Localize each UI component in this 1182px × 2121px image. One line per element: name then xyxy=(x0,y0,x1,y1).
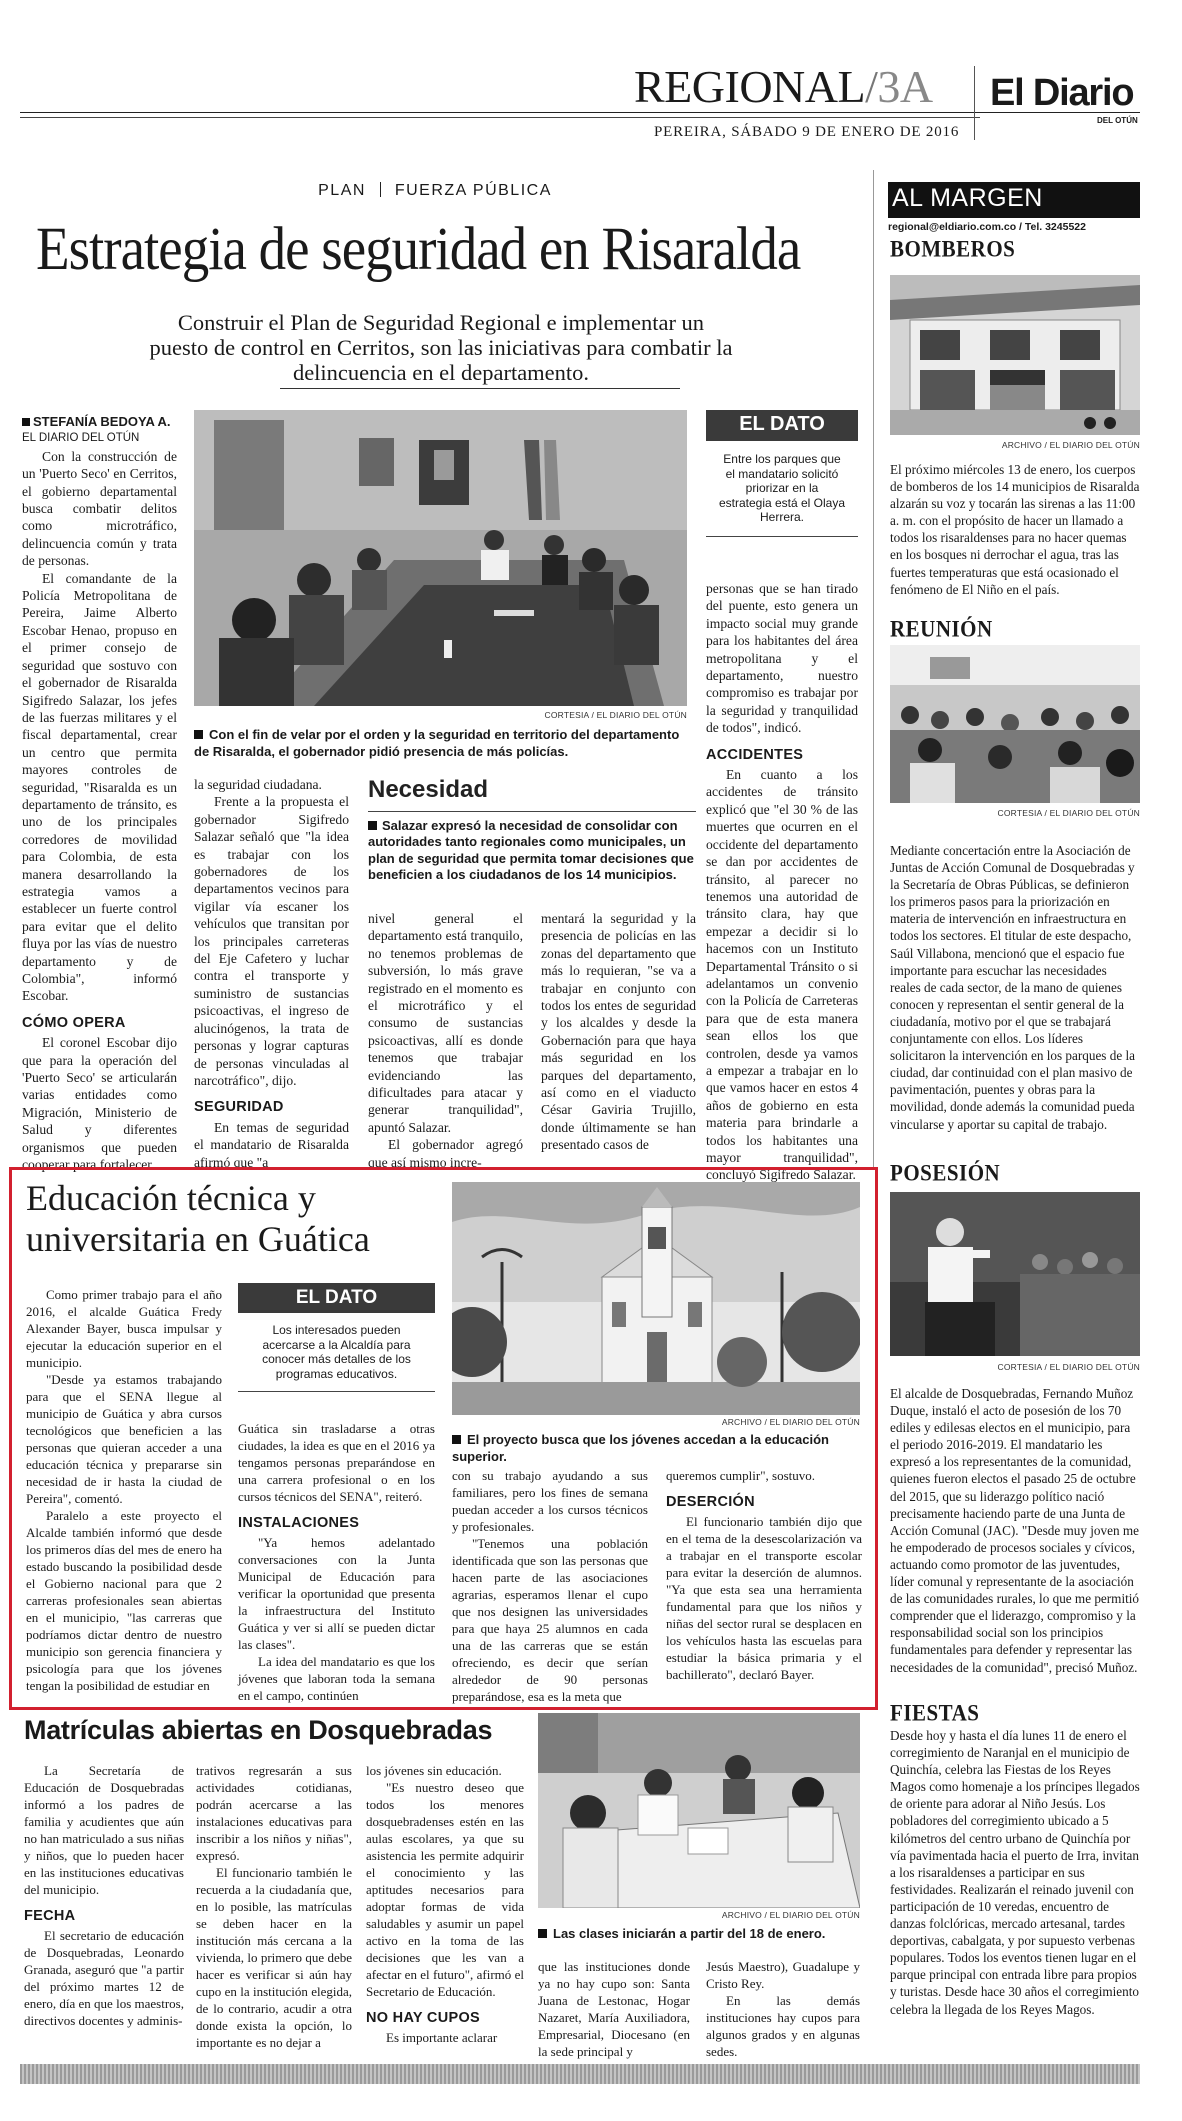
guatica-col-2 xyxy=(238,1420,435,1704)
main-paragraph: personas que se han tirado del puente, esto genera un impacto social muy grande para los habitantes del área metropolitana y el departamento, nuestro compromiso es trabajar por la seguridad y tranquilidad de todos", indicó. xyxy=(706,581,858,736)
church-photo xyxy=(452,1182,860,1415)
guatica-paragraph: La idea del mandatario es que los jóvenes que laboran toda la semana en el campo, continúen xyxy=(238,1654,435,1703)
newspaper-logo-sub: DEL OTÚN xyxy=(1097,116,1138,125)
bomberos-text: El próximo miércoles 13 de enero, los cuerpos de bomberos de los 14 municipios de Risaralda alzarán su voz y tocarán las sirenas a las 11:00 a. m. con el propósito de hacer un llamado a todos los risaraldenses para no hacer quemas en los bosques ni derrochar el agua, tras las fuertes temperaturas que está ocasionado el fenómeno de El Niño en el país. xyxy=(890,462,1140,597)
guatica-paragraph: "Ya hemos adelantado conversaciones con la Junta Municipal de Educación para verificar la oportunidad que presenta la infraestructura del Instituto Guática y ver si allí se pueden dictar las clases". xyxy=(238,1535,435,1652)
matriculas-paragraph: El secretario de educación de Dosquebradas, Leonardo Granada, aseguró que "a partir del próximo martes 12 de enero, día en que los maestros, directivos docentes y adminis- xyxy=(24,1928,184,2028)
subhead-desercion: DESERCIÓN xyxy=(666,1494,755,1510)
masthead-rule-thin xyxy=(20,117,980,118)
classroom-photo-credit: ARCHIVO / EL DIARIO DEL OTÚN xyxy=(721,1910,860,1920)
guatica-headline: Educación técnica y universitaria en Guática xyxy=(26,1178,370,1259)
posesion-credit: CORTESIA / EL DIARIO DEL OTÚN xyxy=(997,1362,1140,1372)
main-col-1 xyxy=(22,413,177,1173)
posesion-text: El alcalde de Dosquebradas, Fernando Muñoz Duque, instaló el acto de posesión de los 70 ediles y edilesas electos en el municipio, para el periodo 2016-2019. El mandatario les expresó a los representantes de la comunidad, quienes fueron electos el pasado 25 de octubre del 2015, que su liderazgo político nació precisamente haciendo parte de una Junta de Acción Comunal (JAC). "Desde muy joven me he empoderado de procesos sociales y cívicos, actuando como promotor de las juventudes, líder comunal y representante de la asociación de las comunidades rurales, lo que me permitió comprender que el liderazgo, compromiso y la responsabilidad social son los principios fundamentales para defender y representar las necesidades de la comunidad", precisó Muñoz. xyxy=(890,1386,1140,1675)
matriculas-paragraph: La Secretaría de Educación de Dosquebradas informó a los padres de familia y acudientes que aún no han matriculado a sus niñas y niños, que lo pueden hacer en las instituciones educativas del municipio. xyxy=(24,1763,184,1897)
matriculas-paragraph: El funcionario también le recuerda a la ciudadanía que, en lo posible, las matrículas se deben hacer en la institución más cercana a la vivienda, lo primero que debe hacer es verificar si aún hay cupo en la institución elegida, de lo contrario, acudir a otra donde exista la opción, lo importante es no dejar a xyxy=(196,1865,352,2050)
main-paragraph: El gobernador agregó que así mismo incre- xyxy=(368,1137,523,1170)
byline: STEFANÍA BEDOYA A. EL DIARIO DEL OTÚN xyxy=(22,413,177,448)
guatica-col-3 xyxy=(452,1467,648,1705)
column-rule xyxy=(873,170,874,1170)
subhead-fecha: FECHA xyxy=(24,1908,76,1924)
subhead-como-opera: CÓMO OPERA xyxy=(22,1014,126,1031)
matriculas-paragraph: que las instituciones donde ya no hay cupo son: Santa Juana de Lestonac, Hogar Nazaret, María Auxiliadora, Empresarial, Diocesano (en la sede principal y xyxy=(538,1959,690,2059)
classroom-photo-illustration xyxy=(538,1713,860,1908)
reunion-text: Mediante concertación entre la Asociación de Juntas de Acción Comunal de Dosquebradas y la Secretaría de Obras Públicas, se definieron los primeros pasos para la priorización en materia de intervención en infraestructura en todos los sectores. El titular de este despacho, Saúl Villabona, mencionó que el espacio fue importante para escuchar las necesidades reales de cada sector, de la mano de quienes conocen y representan el sentir general de la ciudadanía, motivo por el que se trabajará conjuntamente con ellos. Los líderes solicitaron la intervención en los parques de la ciudad, dar continuidad con el plan masivo de pavimentación, puentes y obras para la movilidad, donde además la comunidad pueda vincularse y aportar su capital de trabajo. xyxy=(890,843,1135,1132)
guatica-paragraph: "Desde ya estamos trabajando para que el SENA llegue al municipio de Guática y abra cursos tecnológicos que beneficien a las personas que quieran acceder a una educación técnica y prepararse sin necesidad de ir hasta la ciudad de Pereira", comentó. xyxy=(26,1372,222,1506)
subhead-instalaciones: INSTALACIONES xyxy=(238,1515,360,1531)
guatica-paragraph: "Tenemos una población identificada que son las personas que hacen parte de las asociaciones agrarias, esperamos llenar el cupo que nos designen las universidades para que haya 25 alumnos en cada una de las carreras que se están ofreciendo, es decir que serían alrededor de 90 personas preparándose, esa es la meta que xyxy=(452,1536,648,1704)
bomberos-photo xyxy=(890,275,1140,435)
bomberos-credit: ARCHIVO / EL DIARIO DEL OTÚN xyxy=(1001,440,1140,450)
reunion-photo xyxy=(890,645,1140,803)
classroom-photo xyxy=(538,1713,860,1908)
guatica-paragraph: Como primer trabajo para el año 2016, el alcalde Guática Fredy Alexander Bayer, busca impulsar y ejecutar la educación superior en el municipio. xyxy=(26,1287,222,1370)
matriculas-col-1 xyxy=(24,1762,184,2029)
reunion-credit: CORTESIA / EL DIARIO DEL OTÚN xyxy=(997,808,1140,818)
sidebar-contact: regional@eldiario.com.co / Tel. 3245522 xyxy=(888,221,1086,233)
masthead-rule xyxy=(20,112,1140,113)
el-dato-title: EL DATO xyxy=(238,1283,435,1313)
posesion-photo xyxy=(890,1192,1140,1356)
main-headline: Estrategia de seguridad en Risaralda xyxy=(36,214,801,283)
meeting-photo-illustration xyxy=(194,410,687,706)
subhead-accidentes: ACCIDENTES xyxy=(706,746,804,763)
masthead-divider xyxy=(974,66,975,140)
classroom-photo-caption: Las clases iniciarán a partir del 18 de enero. xyxy=(538,1926,860,1943)
main-paragraph: Con la construcción de un 'Puerto Seco' en Cerritos, el gobierno departamental busca combatir delitos como microtráfico, delincuencia común y trata de personas. xyxy=(22,448,177,569)
section-name: REGIONAL xyxy=(634,61,866,112)
dateline: PEREIRA, SÁBADO 9 DE ENERO DE 2016 xyxy=(654,124,960,140)
matriculas-col-4 xyxy=(538,1958,690,2060)
church-photo-caption: El proyecto busca que los jóvenes accedan a la educación superior. xyxy=(452,1432,829,1464)
matriculas-paragraph: "Es nuestro deseo que todos los menores dosquebradenses estén en las aulas escolares, ya que su asistencia les permite adquirir el conocimiento y las aptitudes necesarios para adoptar formas de vida saludables y asumir un papel activo en la toma de las decisiones que les van a afectar en el futuro", afirmó el Secretario de Educación. xyxy=(366,1780,524,1999)
section-title: REGIONAL/3A xyxy=(634,61,933,112)
main-paragraph: El comandante de la Policía Metropolitana de Pereira, Jaime Alberto Escobar Henao, propuso en el primer consejo de seguridad que sostuvo con el gobernador de Risaralda Sigifredo Salazar, los jefes de las fuerzas militares y el fiscal departamental, crear un centro que permita mayores controles de seguridad, "Risaralda es un departamento de tránsito, es uno de los principales corredores de movilidad para Colombia, de esta manera desarrollando la estrategia vamos a establecer un fuerte control para evitar que el delito fluya por las vías de nuestro departamento y de Colombia", informó Escobar. xyxy=(22,570,177,1004)
matriculas-headline: Matrículas abiertas en Dosquebradas xyxy=(24,1715,493,1745)
guatica-el-dato-box xyxy=(238,1283,435,1392)
necesidad-rule xyxy=(368,811,696,812)
sidebar-heading-fiestas: FIESTAS xyxy=(890,1700,980,1726)
guatica-col-4 xyxy=(666,1467,862,1683)
necesidad-text: Salazar expresó la necesidad de consolidar con autoridades tanto regionales como municipales, un plan de seguridad que permita tomar decisiones que beneficien a los ciudadanos de los 14 municipios. xyxy=(368,818,694,883)
kicker-left: PLAN xyxy=(318,182,366,199)
necesidad-box xyxy=(368,776,696,884)
guatica-paragraph: El funcionario también dijo que en el tema de la desescolarización va a trabajar en el transporte escolar para evitar la deserción de alumnos. "Ya que esta sea una herramienta fundamental para que los niños y niñas del sector rural se desplacen en los vehículos hasta las escuelas para estudiar la básica primaria y el bachillerato", declaró Bayer. xyxy=(666,1514,862,1682)
sidebar-heading-reunion: REUNIÓN xyxy=(890,616,993,642)
matriculas-col-3 xyxy=(366,1762,524,2046)
fire-station-illustration xyxy=(890,275,1140,435)
meeting-room-illustration xyxy=(890,645,1140,803)
matriculas-paragraph: los jóvenes sin educación. xyxy=(366,1763,502,1778)
guatica-paragraph: queremos cumplir", sostuvo. xyxy=(666,1468,816,1483)
kicker xyxy=(0,182,870,200)
el-dato-title: EL DATO xyxy=(706,410,858,441)
deck-rule xyxy=(280,388,680,389)
footer-strip xyxy=(20,2064,1140,2084)
main-paragraph: Frente a la propuesta el gobernador Sigifredo Salazar señaló que "la idea es trabajar con los gobernadores de los departamentos vecinos para vigilar vía escaner los vehículos que transitan por los principales carreteras del Eje Cafetero y luchar contra el transporte y suministro de sustancias psicoactivas, el ingreso de alucinógenos, la trata de personas y lograr capturas de personas vinculadas al narcotráfico", dijo. xyxy=(194,794,349,1088)
matriculas-paragraph: En las demás instituciones hay cupos para algunos grados y en algunas sedes. xyxy=(706,1993,860,2059)
el-dato-text: Entre los parques que el mandatario solicitó priorizar en la estrategia está el Olaya Herrera. xyxy=(718,452,846,525)
church-photo-illustration xyxy=(452,1182,860,1415)
fiestas-text: Desde hoy y hasta el día lunes 11 de enero el corregimiento de Naranjal en el municipio de Quinchía, celebra las Fiestas de los Reyes Magos como homenaje a los príncipes llegados de oriente para adorar al Niño Jesús. Los pobladores del corregimiento ubicado a 5 kilómetros del centro urbano de Quinchía por vía pavimentada hacia el puerto de Irra, invitan a los risaraldenses a participar en sus festividades. Realizarán el reinado juvenil con participación de 10 veredas, encuentro de danzas folclóricas, mercado artesanal, tardes deportivas, cabalgata, y por supuesto verbenas populares. Todos los eventos tienen lugar en el parque principal con entrada libre para propios y turistas. Desde hace 30 años el corregimiento celebra la llegada de los Reyes Magos. xyxy=(890,1728,1140,2017)
main-photo-caption: Con el fin de velar por el orden y la seguridad en territorio del departamento de Risaralda, el gobernador pidió presencia de más policías. xyxy=(194,727,680,759)
subhead-no-hay-cupos: NO HAY CUPOS xyxy=(366,2010,480,2026)
el-dato-text: Los interesados pueden acercarse a la Alcaldía para conocer más detalles de los programas educativos. xyxy=(262,1323,411,1381)
matriculas-col-5 xyxy=(706,1958,860,2060)
sidebar-heading-posesion: POSESIÓN xyxy=(890,1160,1001,1186)
matriculas-col-2 xyxy=(196,1762,352,2051)
main-paragraph: mentará la seguridad y la presencia de policías en las zonas del departamento que más lo requieran, "se va a trabajar en conjunto con todos los entes de seguridad y los alcaldes y desde la Gobernación para que haya más seguridad en los parques del departamento, así como en el viaducto César Gaviria Trujillo, donde últimamente se han presentado casos de xyxy=(541,911,696,1153)
main-col-5 xyxy=(706,580,858,1184)
main-col-2 xyxy=(194,776,349,1171)
main-col-3 xyxy=(368,910,523,1171)
guatica-col-1 xyxy=(26,1286,222,1694)
newspaper-logo: El Diario xyxy=(990,72,1134,114)
main-photo-credit: CORTESIA / EL DIARIO DEL OTÚN xyxy=(544,710,687,720)
church-photo-credit: ARCHIVO / EL DIARIO DEL OTÚN xyxy=(721,1417,860,1427)
main-paragraph: En cuanto a los accidentes de tránsito explicó que "el 30 % de las muertes que ocurren en el occidente del departamento se dan por accidentes de tránsito, al parecer no tenemos una autoridad de tránsito clara, hay que empezar a decidir si lo hacemos con un Instituto Departamental Tránsito o si adelantamos un convenio con la Policía de Carreteras para que de esta manera sean ellos los que controlen, desde ya vamos a empezar a trabajar en lo que vamos hacer en estos 4 años de gobierno en esta materia para brindarle a todos los habitantes una mayor tranquilidad", concluyó Sigifredo Salazar. xyxy=(706,767,858,1183)
main-paragraph: nivel general el departamento está tranquilo, no tenemos problemas de subversión, lo más grave registrado en el momento es el microtráfico y el consumo de sustancias psicoactivas, allí es donde tenemos que trabajar evidenciando las dificultades para atacar y generar tranquilidad", apuntó Salazar. xyxy=(368,911,523,1135)
kicker-right: FUERZA PÚBLICA xyxy=(394,182,552,199)
guatica-paragraph: Guática sin trasladarse a otras ciudades, la idea es que en el 2016 ya tengamos personas preparándose en una carrera profesional o en los cursos técnicos del SENA", reiteró. xyxy=(238,1421,435,1504)
page-number: 3A xyxy=(877,61,933,112)
speaker-podium-illustration xyxy=(890,1192,1140,1356)
guatica-paragraph: con su trabajo ayudando a sus familiares, pero los fines de semana puedan acceder a los cursos técnicos y profesionales. xyxy=(452,1468,648,1534)
subhead-seguridad: SEGURIDAD xyxy=(194,1099,284,1116)
necesidad-title: Necesidad xyxy=(368,776,489,803)
guatica-paragraph: Paralelo a este proyecto el Alcalde también informó que desde los primeros días del mes de enero ha estado buscando la posibilidad desde el Gobierno nacional para que 2 carreras profesionales sean abiertas en el municipio, "las carreras que podríamos dictar dentro de nuestro municipio son gerencia financiera y psicología para que los jóvenes tengan la posibilidad de estudiar en xyxy=(26,1508,222,1693)
main-paragraph: la seguridad ciudadana. xyxy=(194,777,322,792)
main-photo xyxy=(194,410,687,706)
matriculas-paragraph: trativos regresarán a sus actividades cotidianas, podrán acercarse a las instalaciones educativas para inscribir a los niños y niñas", expresó. xyxy=(196,1763,352,1863)
al-margen-title: AL MARGEN xyxy=(892,184,1043,212)
el-dato-box xyxy=(706,410,858,537)
main-paragraph: El coronel Escobar dijo que para la operación del 'Puerto Seco' se articularán varias entidades como Migración, Ministerio de Salud y diferentes organismos que pueden cooperar para fortalecer xyxy=(22,1035,177,1173)
main-deck: Construir el Plan de Seguridad Regional e implementar un puesto de control en Cerritos, son las iniciativas para combatir la delincuencia en el departamento. xyxy=(149,310,733,385)
matriculas-paragraph: Es importante aclarar xyxy=(386,2030,498,2045)
matriculas-paragraph: Jesús Maestro), Guadalupe y Cristo Rey. xyxy=(706,1959,860,1991)
byline-org: EL DIARIO DEL OTÚN xyxy=(22,432,140,445)
main-col-4 xyxy=(541,910,696,1154)
sidebar-heading-bomberos: BOMBEROS xyxy=(890,236,1016,262)
main-paragraph: En temas de seguridad el mandatario de Risaralda afirmó que "a xyxy=(194,1119,349,1170)
